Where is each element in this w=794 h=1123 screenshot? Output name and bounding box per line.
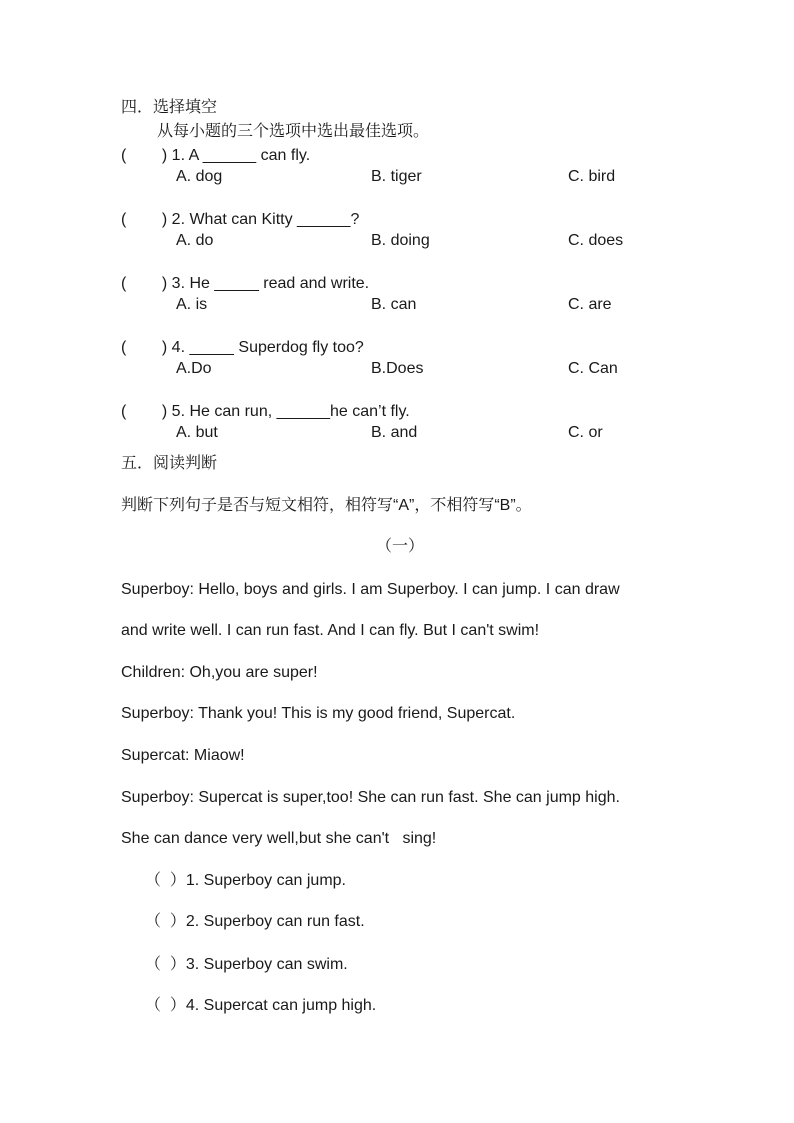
passage-line: Superboy: Supercat is super,too! She can run fast. She can jump high. bbox=[121, 789, 620, 806]
section4-heading: 四．选择填空 bbox=[121, 99, 218, 116]
statement-item: （ ）1. Superboy can jump. bbox=[145, 872, 346, 889]
option-a: A. but bbox=[176, 424, 218, 441]
option-b: B.Does bbox=[371, 360, 424, 377]
passage-line: Children: Oh,you are super! bbox=[121, 664, 318, 681]
question-stem: ( ) 1. A ______ can fly. bbox=[121, 147, 311, 164]
section4-instruction: 从每小题的三个选项中选出最佳选项。 bbox=[157, 123, 430, 140]
passage-line: Superboy: Hello, boys and girls. I am Superboy. I can jump. I can draw bbox=[121, 581, 620, 598]
option-a: A.Do bbox=[176, 360, 212, 377]
statement-item: （ ）2. Superboy can run fast. bbox=[145, 913, 365, 930]
question-stem: ( ) 3. He _____ read and write. bbox=[121, 275, 370, 292]
option-c: C. Can bbox=[568, 360, 618, 377]
option-b: B. can bbox=[371, 296, 417, 313]
question-stem: ( ) 4. _____ Superdog fly too? bbox=[121, 339, 364, 356]
passage-line: and write well. I can run fast. And I can fly. But I can't swim! bbox=[121, 622, 540, 639]
option-b: B. tiger bbox=[371, 168, 422, 185]
passage-line: Superboy: Thank you! This is my good friend, Supercat. bbox=[121, 705, 516, 722]
option-a: A. dog bbox=[176, 168, 223, 185]
passage-title: （一） bbox=[376, 538, 425, 555]
option-c: C. or bbox=[568, 424, 603, 441]
option-a: A. do bbox=[176, 232, 214, 249]
passage-line: She can dance very well,but she can't sing! bbox=[121, 830, 437, 847]
option-c: C. does bbox=[568, 232, 624, 249]
statement-item: （ ）4. Supercat can jump high. bbox=[145, 997, 377, 1014]
passage-line: Supercat: Miaow! bbox=[121, 747, 245, 764]
section5-instruction: 判断下列句子是否与短文相符，相符写“A”，不相符写“B”。 bbox=[121, 497, 532, 514]
option-b: B. doing bbox=[371, 232, 430, 249]
option-a: A. is bbox=[176, 296, 208, 313]
statement-item: （ ）3. Superboy can swim. bbox=[145, 956, 348, 973]
option-c: C. bird bbox=[568, 168, 616, 185]
question-stem: ( ) 5. He can run, ______he can’t fly. bbox=[121, 403, 410, 420]
option-c: C. are bbox=[568, 296, 612, 313]
section5-heading: 五．阅读判断 bbox=[121, 455, 218, 472]
question-stem: ( ) 2. What can Kitty ______? bbox=[121, 211, 360, 228]
option-b: B. and bbox=[371, 424, 418, 441]
